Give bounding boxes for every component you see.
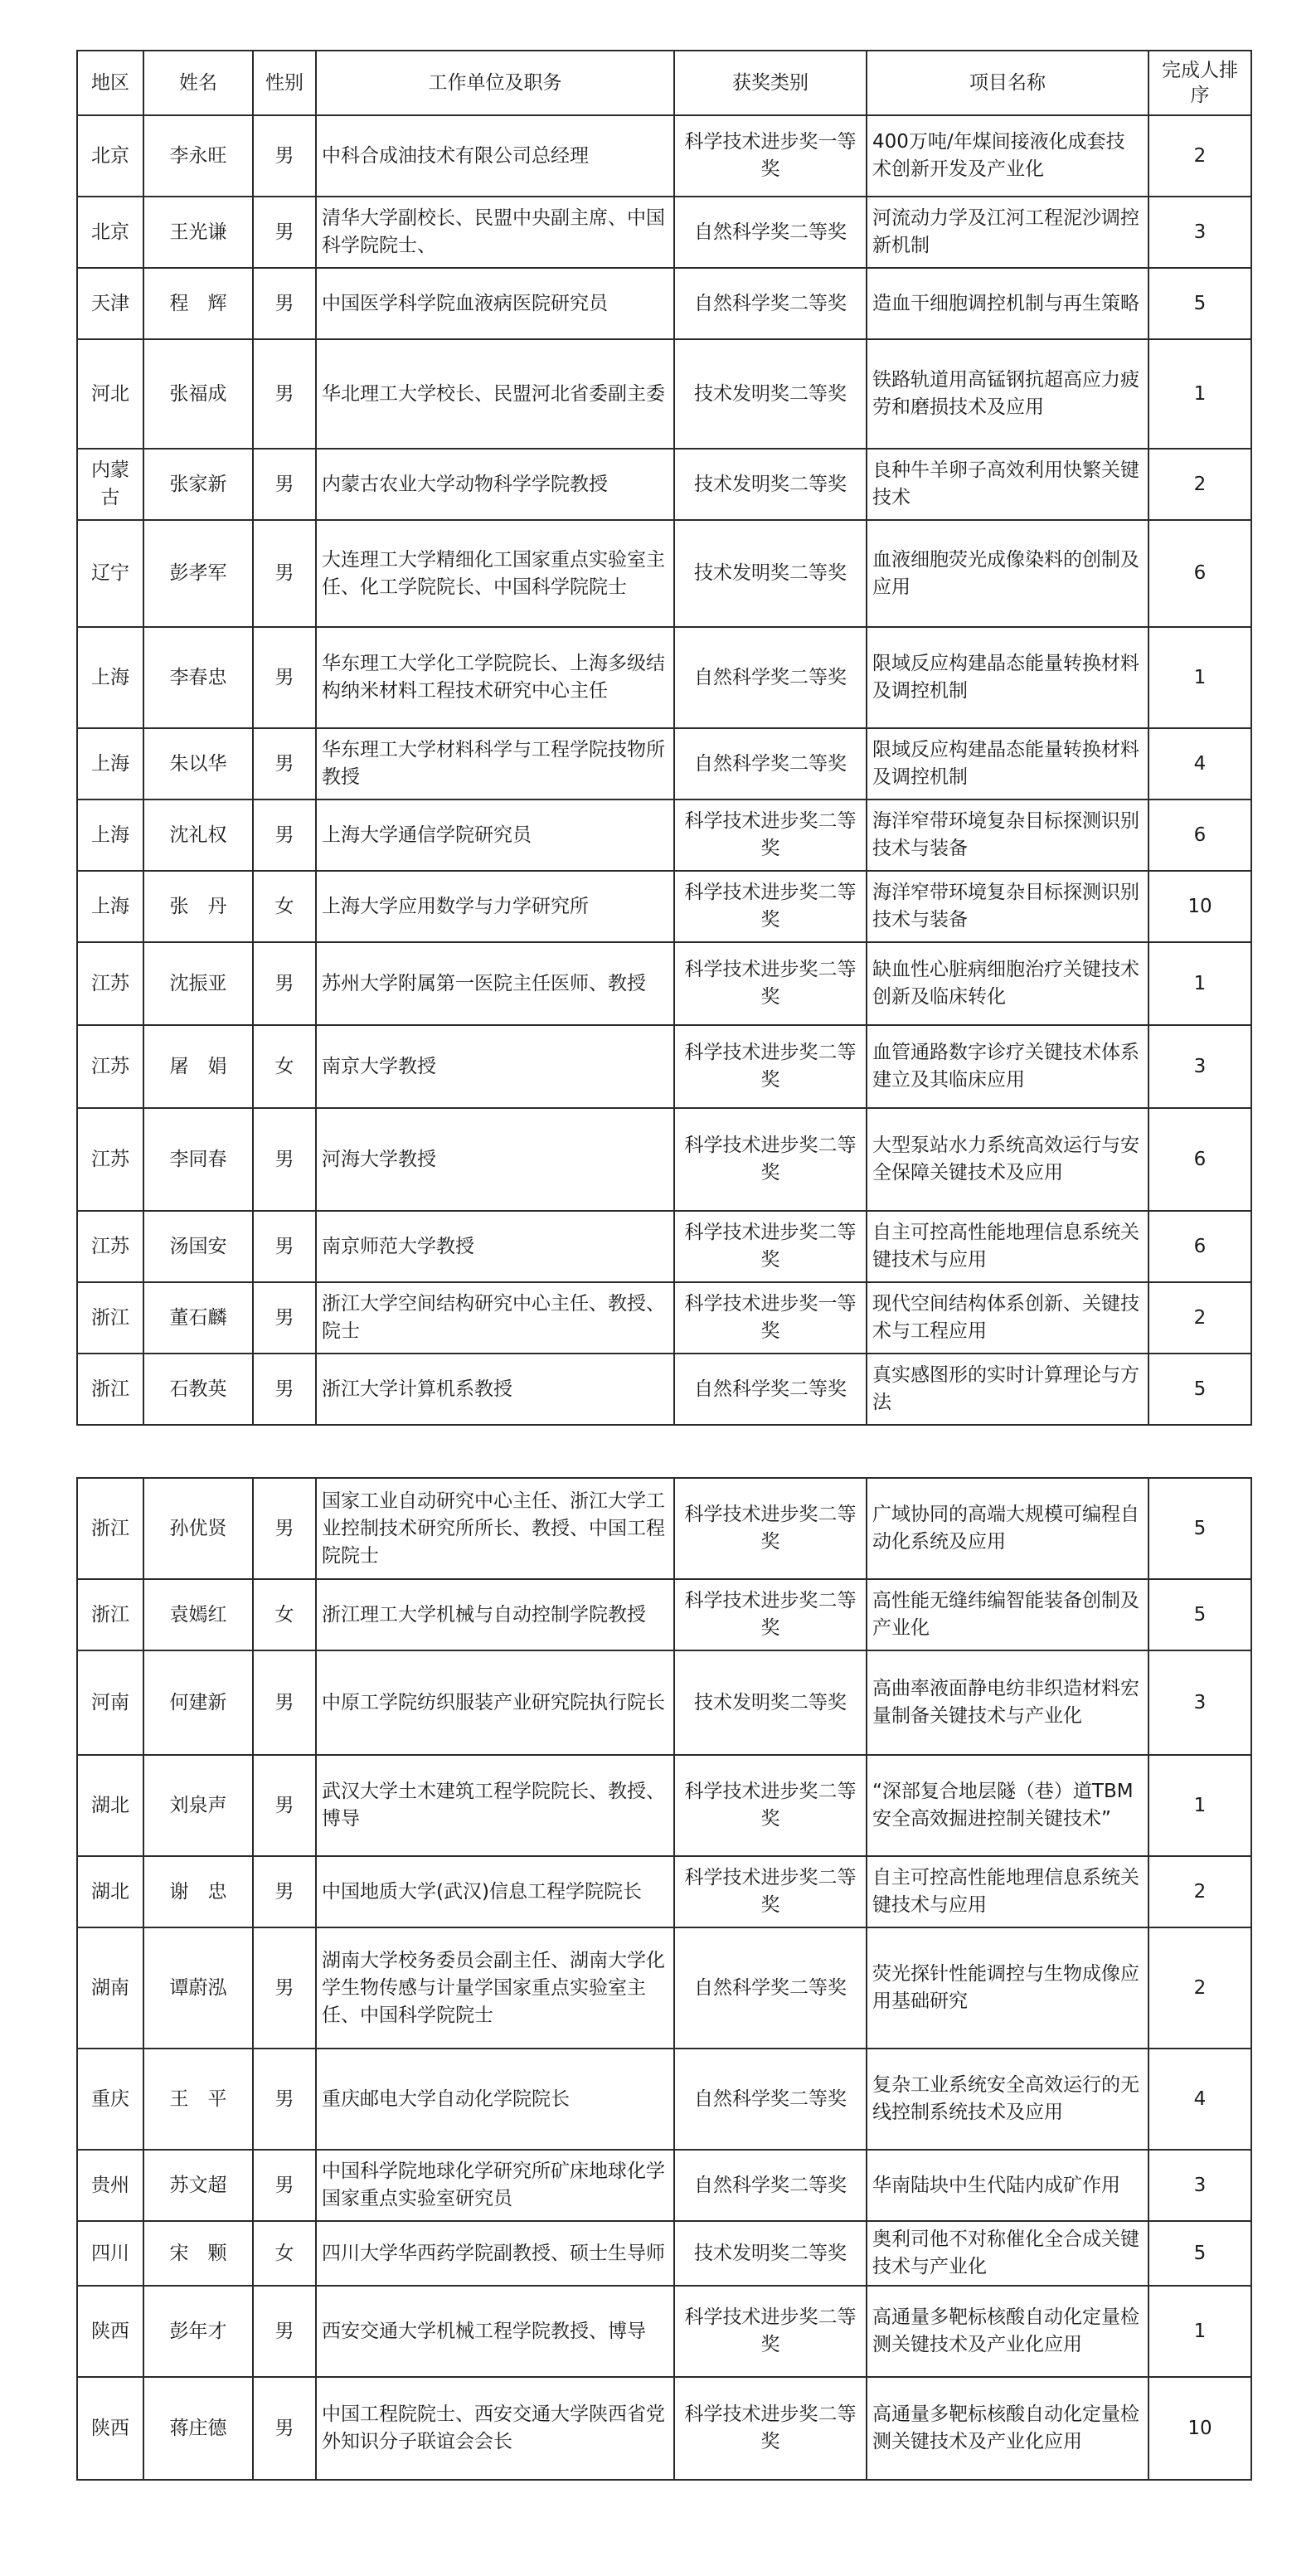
cell-name: 蒋庄德 xyxy=(143,2377,253,2480)
header-gender: 性别 xyxy=(253,51,316,115)
cell-project: 缺血性心脏病细胞治疗关键技术创新及临床转化 xyxy=(867,942,1148,1025)
cell-region: 湖北 xyxy=(77,1856,143,1927)
cell-award: 技术发明奖二等奖 xyxy=(674,449,867,520)
cell-rank: 3 xyxy=(1148,2150,1251,2221)
cell-work: 浙江大学计算机系教授 xyxy=(316,1354,674,1425)
cell-gender: 男 xyxy=(253,197,316,268)
table-row xyxy=(77,1650,1251,1755)
table-row xyxy=(77,2286,1251,2377)
cell-gender: 男 xyxy=(253,1282,316,1354)
cell-work: 华东理工大学化工学院院长、上海多级结构纳米材料工程技术研究中心主任 xyxy=(316,627,674,728)
cell-rank: 5 xyxy=(1148,2221,1251,2286)
cell-rank: 3 xyxy=(1148,1650,1251,1755)
table-row xyxy=(77,2221,1251,2286)
header-award: 获奖类别 xyxy=(674,51,867,115)
cell-name: 宋 颗 xyxy=(143,2221,253,2286)
cell-region: 四川 xyxy=(77,2221,143,2286)
cell-rank: 2 xyxy=(1148,1927,1251,2049)
cell-project: 高性能无缝纬编智能装备创制及产业化 xyxy=(867,1579,1148,1650)
cell-gender: 男 xyxy=(253,1856,316,1927)
cell-region: 河南 xyxy=(77,1650,143,1755)
cell-rank: 2 xyxy=(1148,115,1251,197)
cell-work: 南京师范大学教授 xyxy=(316,1211,674,1282)
cell-gender: 男 xyxy=(253,2049,316,2150)
cell-work: 国家工业自动研究中心主任、浙江大学工业控制技术研究所所长、教授、中国工程院院士 xyxy=(316,1478,674,1579)
cell-work: 华东理工大学材料科学与工程学院技物所教授 xyxy=(316,728,674,800)
cell-project: 奥利司他不对称催化全合成关键技术与产业化 xyxy=(867,2221,1148,2286)
cell-award: 科学技术进步奖二等奖 xyxy=(674,2286,867,2377)
cell-region: 江苏 xyxy=(77,1211,143,1282)
cell-rank: 4 xyxy=(1148,2049,1251,2150)
cell-region: 上海 xyxy=(77,800,143,871)
cell-name: 张 丹 xyxy=(143,871,253,942)
cell-project: 广域协同的高端大规模可编程自动化系统及应用 xyxy=(867,1478,1148,1579)
table-row xyxy=(77,800,1251,871)
cell-gender: 女 xyxy=(253,1579,316,1650)
cell-region: 内蒙古 xyxy=(77,449,143,520)
cell-rank: 10 xyxy=(1148,871,1251,942)
cell-work: 中国科学院地球化学研究所矿床地球化学国家重点实验室研究员 xyxy=(316,2150,674,2221)
cell-region: 上海 xyxy=(77,728,143,800)
cell-gender: 男 xyxy=(253,449,316,520)
cell-award: 科学技术进步奖二等奖 xyxy=(674,942,867,1025)
table-row xyxy=(77,1755,1251,1856)
cell-project: 限域反应构建晶态能量转换材料及调控机制 xyxy=(867,627,1148,728)
cell-work: 华北理工大学校长、民盟河北省委副主委 xyxy=(316,339,674,449)
table-row xyxy=(77,197,1251,268)
cell-gender: 男 xyxy=(253,339,316,449)
cell-region: 重庆 xyxy=(77,2049,143,2150)
cell-region: 浙江 xyxy=(77,1282,143,1354)
cell-region: 湖南 xyxy=(77,1927,143,2049)
cell-rank: 6 xyxy=(1148,520,1251,627)
table-row xyxy=(77,1856,1251,1927)
awards-table-1 xyxy=(76,50,1252,1426)
cell-award: 技术发明奖二等奖 xyxy=(674,1650,867,1755)
cell-project: 血液细胞荧光成像染料的创制及应用 xyxy=(867,520,1148,627)
cell-name: 朱以华 xyxy=(143,728,253,800)
header-region: 地区 xyxy=(77,51,143,115)
cell-rank: 5 xyxy=(1148,1579,1251,1650)
cell-work: 中原工学院纺织服装产业研究院执行院长 xyxy=(316,1650,674,1755)
cell-name: 谢 忠 xyxy=(143,1856,253,1927)
cell-name: 沈振亚 xyxy=(143,942,253,1025)
cell-name: 苏文超 xyxy=(143,2150,253,2221)
cell-rank: 3 xyxy=(1148,197,1251,268)
cell-project: 复杂工业系统安全高效运行的无线控制系统技术及应用 xyxy=(867,2049,1148,2150)
cell-award: 自然科学奖二等奖 xyxy=(674,197,867,268)
cell-rank: 6 xyxy=(1148,800,1251,871)
cell-award: 自然科学奖二等奖 xyxy=(674,268,867,339)
header-project: 项目名称 xyxy=(867,51,1148,115)
cell-rank: 6 xyxy=(1148,1211,1251,1282)
cell-name: 何建新 xyxy=(143,1650,253,1755)
cell-project: 自主可控高性能地理信息系统关键技术与应用 xyxy=(867,1856,1148,1927)
cell-gender: 女 xyxy=(253,871,316,942)
cell-gender: 男 xyxy=(253,942,316,1025)
cell-project: 海洋窄带环境复杂目标探测识别技术与装备 xyxy=(867,800,1148,871)
cell-project: 自主可控高性能地理信息系统关键技术与应用 xyxy=(867,1211,1148,1282)
table-row xyxy=(77,268,1251,339)
table-row xyxy=(77,871,1251,942)
cell-name: 沈礼权 xyxy=(143,800,253,871)
cell-award: 自然科学奖二等奖 xyxy=(674,2049,867,2150)
cell-work: 河海大学教授 xyxy=(316,1108,674,1211)
cell-gender: 男 xyxy=(253,520,316,627)
cell-name: 石教英 xyxy=(143,1354,253,1425)
cell-work: 南京大学教授 xyxy=(316,1025,674,1108)
cell-rank: 5 xyxy=(1148,1478,1251,1579)
cell-region: 陕西 xyxy=(77,2377,143,2480)
cell-award: 科学技术进步奖二等奖 xyxy=(674,1211,867,1282)
cell-award: 科学技术进步奖一等奖 xyxy=(674,1282,867,1354)
cell-work: 湖南大学校务委员会副主任、湖南大学化学生物传感与计量学国家重点实验室主任、中国科学院院士 xyxy=(316,1927,674,2049)
cell-award: 科学技术进步奖二等奖 xyxy=(674,1108,867,1211)
cell-project: 高通量多靶标核酸自动化定量检测关键技术及产业化应用 xyxy=(867,2286,1148,2377)
cell-work: 中国工程院院士、西安交通大学陕西省党外知识分子联谊会会长 xyxy=(316,2377,674,2480)
cell-region: 上海 xyxy=(77,871,143,942)
table-row xyxy=(77,449,1251,520)
cell-gender: 男 xyxy=(253,728,316,800)
cell-award: 自然科学奖二等奖 xyxy=(674,1927,867,2049)
cell-rank: 5 xyxy=(1148,1354,1251,1425)
cell-rank: 10 xyxy=(1148,2377,1251,2480)
cell-work: 重庆邮电大学自动化学院院长 xyxy=(316,2049,674,2150)
awards-table-2 xyxy=(76,1477,1252,2481)
cell-gender: 男 xyxy=(253,627,316,728)
table-row xyxy=(77,1211,1251,1282)
cell-name: 程 辉 xyxy=(143,268,253,339)
header-row xyxy=(77,51,1251,115)
cell-rank: 5 xyxy=(1148,268,1251,339)
cell-award: 科学技术进步奖二等奖 xyxy=(674,800,867,871)
cell-rank: 2 xyxy=(1148,449,1251,520)
cell-project: 高曲率液面静电纺非织造材料宏量制备关键技术与产业化 xyxy=(867,1650,1148,1755)
cell-work: 浙江大学空间结构研究中心主任、教授、院士 xyxy=(316,1282,674,1354)
table-row xyxy=(77,1478,1251,1579)
cell-name: 屠 娟 xyxy=(143,1025,253,1108)
cell-name: 彭年才 xyxy=(143,2286,253,2377)
header-work: 工作单位及职务 xyxy=(316,51,674,115)
cell-name: 王光谦 xyxy=(143,197,253,268)
cell-work: 浙江理工大学机械与自动控制学院教授 xyxy=(316,1579,674,1650)
cell-name: 李永旺 xyxy=(143,115,253,197)
table-row xyxy=(77,115,1251,197)
table-row xyxy=(77,2150,1251,2221)
cell-project: 高通量多靶标核酸自动化定量检测关键技术及产业化应用 xyxy=(867,2377,1148,2480)
cell-region: 江苏 xyxy=(77,1108,143,1211)
cell-region: 上海 xyxy=(77,627,143,728)
cell-gender: 男 xyxy=(253,2377,316,2480)
cell-project: 造血干细胞调控机制与再生策略 xyxy=(867,268,1148,339)
table-row xyxy=(77,728,1251,800)
cell-work: 上海大学应用数学与力学研究所 xyxy=(316,871,674,942)
cell-project: 铁路轨道用高锰钢抗超高应力疲劳和磨损技术及应用 xyxy=(867,339,1148,449)
cell-gender: 男 xyxy=(253,2286,316,2377)
cell-award: 自然科学奖二等奖 xyxy=(674,1354,867,1425)
cell-rank: 1 xyxy=(1148,2286,1251,2377)
cell-name: 孙优贤 xyxy=(143,1478,253,1579)
cell-project: 荧光探针性能调控与生物成像应用基础研究 xyxy=(867,1927,1148,2049)
cell-gender: 女 xyxy=(253,1025,316,1108)
cell-work: 中科合成油技术有限公司总经理 xyxy=(316,115,674,197)
cell-work: 武汉大学土木建筑工程学院院长、教授、博导 xyxy=(316,1755,674,1856)
cell-work: 清华大学副校长、民盟中央副主席、中国科学院院士、 xyxy=(316,197,674,268)
cell-rank: 2 xyxy=(1148,1856,1251,1927)
cell-region: 浙江 xyxy=(77,1478,143,1579)
cell-award: 科学技术进步奖一等奖 xyxy=(674,115,867,197)
cell-rank: 2 xyxy=(1148,1282,1251,1354)
cell-name: 张福成 xyxy=(143,339,253,449)
cell-name: 汤国安 xyxy=(143,1211,253,1282)
cell-gender: 女 xyxy=(253,2221,316,2286)
cell-project: 华南陆块中生代陆内成矿作用 xyxy=(867,2150,1148,2221)
cell-gender: 男 xyxy=(253,1478,316,1579)
cell-region: 浙江 xyxy=(77,1354,143,1425)
cell-region: 湖北 xyxy=(77,1755,143,1856)
cell-award: 自然科学奖二等奖 xyxy=(674,2150,867,2221)
cell-project: 400万吨/年煤间接液化成套技术创新开发及产业化 xyxy=(867,115,1148,197)
cell-award: 科学技术进步奖二等奖 xyxy=(674,871,867,942)
cell-award: 科学技术进步奖二等奖 xyxy=(674,1856,867,1927)
table-row xyxy=(77,2049,1251,2150)
cell-name: 董石麟 xyxy=(143,1282,253,1354)
cell-award: 科学技术进步奖二等奖 xyxy=(674,1025,867,1108)
cell-award: 自然科学奖二等奖 xyxy=(674,728,867,800)
table-row xyxy=(77,1579,1251,1650)
cell-award: 技术发明奖二等奖 xyxy=(674,520,867,627)
table-row xyxy=(77,1108,1251,1211)
cell-project: 河流动力学及江河工程泥沙调控新机制 xyxy=(867,197,1148,268)
cell-region: 陕西 xyxy=(77,2286,143,2377)
table-row xyxy=(77,942,1251,1025)
cell-award: 科学技术进步奖二等奖 xyxy=(674,1478,867,1579)
cell-gender: 男 xyxy=(253,115,316,197)
cell-rank: 1 xyxy=(1148,339,1251,449)
cell-award: 技术发明奖二等奖 xyxy=(674,339,867,449)
cell-name: 李春忠 xyxy=(143,627,253,728)
cell-region: 浙江 xyxy=(77,1579,143,1650)
cell-work: 中国医学科学院血液病医院研究员 xyxy=(316,268,674,339)
cell-region: 天津 xyxy=(77,268,143,339)
cell-rank: 6 xyxy=(1148,1108,1251,1211)
cell-name: 张家新 xyxy=(143,449,253,520)
header-name: 姓名 xyxy=(143,51,253,115)
cell-project: 血管通路数字诊疗关键技术体系建立及其临床应用 xyxy=(867,1025,1148,1108)
table-row xyxy=(77,627,1251,728)
cell-gender: 男 xyxy=(253,2150,316,2221)
cell-region: 辽宁 xyxy=(77,520,143,627)
cell-region: 贵州 xyxy=(77,2150,143,2221)
cell-gender: 男 xyxy=(253,800,316,871)
cell-award: 技术发明奖二等奖 xyxy=(674,2221,867,2286)
cell-rank: 1 xyxy=(1148,627,1251,728)
cell-project: 海洋窄带环境复杂目标探测识别技术与装备 xyxy=(867,871,1148,942)
table-row xyxy=(77,1282,1251,1354)
cell-gender: 男 xyxy=(253,1108,316,1211)
cell-work: 中国地质大学(武汉)信息工程学院院长 xyxy=(316,1856,674,1927)
cell-gender: 男 xyxy=(253,1354,316,1425)
cell-region: 江苏 xyxy=(77,942,143,1025)
cell-project: 限域反应构建晶态能量转换材料及调控机制 xyxy=(867,728,1148,800)
cell-rank: 1 xyxy=(1148,942,1251,1025)
cell-work: 苏州大学附属第一医院主任医师、教授 xyxy=(316,942,674,1025)
cell-project: 大型泵站水力系统高效运行与安全保障关键技术及应用 xyxy=(867,1108,1148,1211)
cell-region: 江苏 xyxy=(77,1025,143,1108)
table-row xyxy=(77,1354,1251,1425)
cell-work: 上海大学通信学院研究员 xyxy=(316,800,674,871)
cell-work: 内蒙古农业大学动物科学学院教授 xyxy=(316,449,674,520)
cell-name: 刘泉声 xyxy=(143,1755,253,1856)
cell-gender: 男 xyxy=(253,1927,316,2049)
cell-name: 李同春 xyxy=(143,1108,253,1211)
cell-award: 自然科学奖二等奖 xyxy=(674,627,867,728)
table-row xyxy=(77,520,1251,627)
cell-award: 科学技术进步奖二等奖 xyxy=(674,1579,867,1650)
cell-name: 王 平 xyxy=(143,2049,253,2150)
cell-award: 科学技术进步奖二等奖 xyxy=(674,2377,867,2480)
cell-name: 彭孝军 xyxy=(143,520,253,627)
cell-region: 河北 xyxy=(77,339,143,449)
cell-region: 北京 xyxy=(77,197,143,268)
cell-gender: 男 xyxy=(253,1755,316,1856)
cell-project: 真实感图形的实时计算理论与方法 xyxy=(867,1354,1148,1425)
cell-name: 袁嫣红 xyxy=(143,1579,253,1650)
cell-gender: 男 xyxy=(253,268,316,339)
cell-project: “深部复合地层隧（巷）道TBM安全高效掘进控制关键技术” xyxy=(867,1755,1148,1856)
table-row xyxy=(77,2377,1251,2480)
header-rank: 完成人排序 xyxy=(1148,51,1251,115)
cell-work: 大连理工大学精细化工国家重点实验室主任、化工学院院长、中国科学院院士 xyxy=(316,520,674,627)
cell-rank: 3 xyxy=(1148,1025,1251,1108)
cell-project: 现代空间结构体系创新、关键技术与工程应用 xyxy=(867,1282,1148,1354)
cell-rank: 1 xyxy=(1148,1755,1251,1856)
cell-award: 科学技术进步奖二等奖 xyxy=(674,1755,867,1856)
table-row xyxy=(77,339,1251,449)
table-row xyxy=(77,1025,1251,1108)
cell-work: 西安交通大学机械工程学院教授、博导 xyxy=(316,2286,674,2377)
cell-gender: 男 xyxy=(253,1650,316,1755)
cell-project: 良种牛羊卵子高效利用快繁关键技术 xyxy=(867,449,1148,520)
table-row xyxy=(77,1927,1251,2049)
cell-rank: 4 xyxy=(1148,728,1251,800)
cell-name: 谭蔚泓 xyxy=(143,1927,253,2049)
cell-region: 北京 xyxy=(77,115,143,197)
cell-work: 四川大学华西药学院副教授、硕士生导师 xyxy=(316,2221,674,2286)
cell-gender: 男 xyxy=(253,1211,316,1282)
